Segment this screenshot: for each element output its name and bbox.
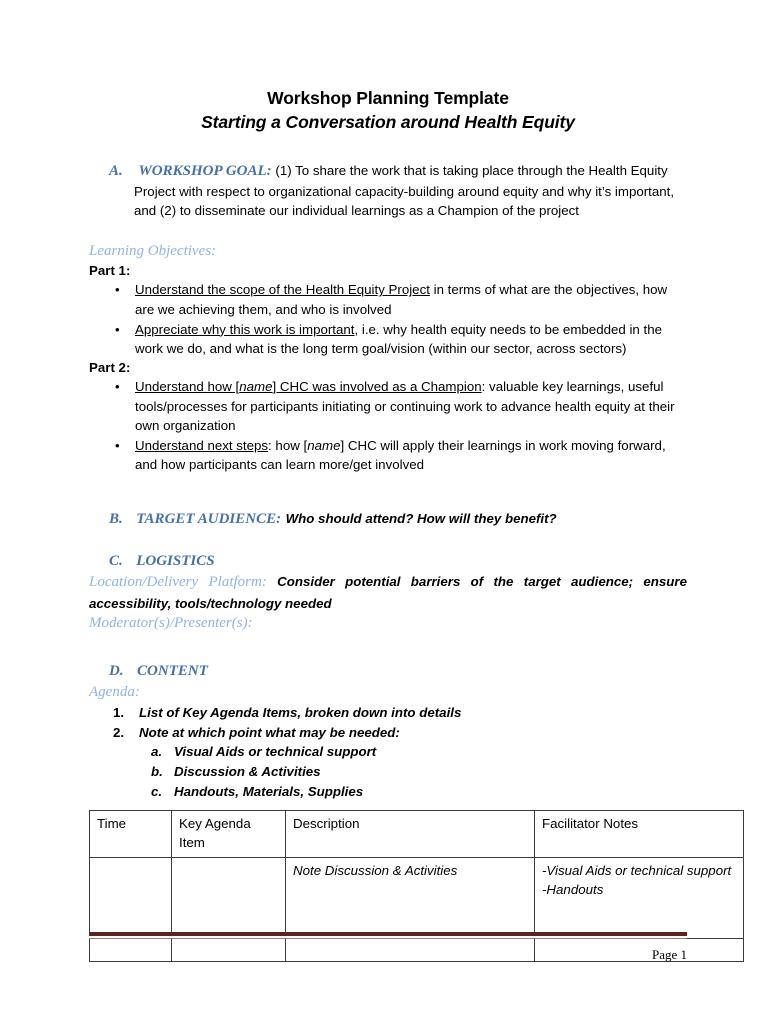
bullet-underlined-text: Understand how [name] CHC was involved as a Champion — [135, 379, 482, 395]
section-a-letter: A. — [109, 162, 123, 179]
section-d — [89, 660, 687, 682]
section-c — [89, 550, 687, 572]
learning-objectives-label: Learning Objectives: — [89, 242, 217, 259]
bullet-underlined-text: Appreciate why this work is important — [135, 321, 355, 337]
list-item — [89, 377, 687, 436]
section-b-heading: TARGET AUDIENCE: — [136, 510, 282, 527]
section-a — [89, 160, 687, 221]
list-item — [89, 742, 687, 762]
page-footer — [89, 932, 687, 963]
location-delivery-platform-body: Consider potential barriers of the target audience; ensure accessibility, tools/technology needed — [89, 574, 687, 611]
list-item — [89, 320, 687, 359]
table-cell-time — [90, 858, 172, 939]
bullet-underlined-text: Understand the scope of the Health Equity Project — [135, 282, 430, 298]
agenda-label: Agenda: — [89, 684, 140, 701]
list-item-number: 2. — [113, 724, 125, 740]
list-item — [89, 723, 687, 743]
list-item-number: 1. — [113, 705, 125, 721]
table-header-row — [90, 811, 744, 858]
section-d-letter: D. — [109, 663, 124, 680]
location-delivery-platform — [89, 572, 687, 613]
table-row — [90, 858, 744, 939]
part-1-label: Part 1: — [89, 262, 131, 278]
section-d-heading: CONTENT — [137, 663, 208, 680]
part-2-label: Part 2: — [89, 359, 131, 375]
list-item — [89, 782, 687, 802]
list-item — [89, 703, 687, 723]
table-header-time: Time — [90, 811, 172, 858]
bullet-rest-text: : valuable key learnings, useful tools/processes for participants initiating or continuing work to advance health equity at their own organization — [135, 379, 675, 434]
table-cell-description: Note Discussion & Activities — [286, 858, 535, 939]
section-a-body: (1) To share the work that is taking place through the Health Equity Project with respect to organizational capacity-building around equity and why it’s important, and (2) to disseminate our individual learnings as a Champion of the project — [134, 162, 675, 219]
table-header-description: Description — [286, 811, 535, 858]
section-c-heading: LOGISTICS — [136, 552, 215, 569]
table-header-key-agenda-item: Key Agenda Item — [172, 811, 286, 858]
list-item-label: Handouts, Materials, Supplies — [174, 783, 364, 799]
section-a-heading: WORKSHOP GOAL: — [138, 162, 272, 179]
table-cell-key-agenda-item — [172, 858, 286, 939]
list-item-number: a. — [151, 744, 163, 760]
footer-rule-thin — [89, 938, 687, 939]
part-1-bullet-list — [89, 280, 687, 358]
bullet-rest-text: : how [name] CHC will apply their learnings in work moving forward, and how participants can learn more/get involved — [135, 437, 666, 473]
bullet-rest-text: , i.e. why health equity needs to be embedded in the work we do, and what is the long term goal/vision (within our sector, across sectors) — [135, 321, 663, 357]
part-2-bullet-list — [89, 377, 687, 475]
page-number: Page 1 — [651, 947, 687, 962]
moderator-presenter-label: Moderator(s)/Presenter(s): — [89, 615, 253, 632]
list-item-label: Visual Aids or technical support — [174, 744, 377, 760]
agenda-sub-list — [89, 742, 687, 801]
bullet-rest-text: in terms of what are the objectives, how are we achieving them, and who is involved — [135, 282, 668, 317]
list-item — [89, 762, 687, 782]
location-delivery-platform-label: Location/Delivery Platform: — [89, 574, 267, 591]
page-subtitle: Starting a Conversation around Health Equity — [201, 111, 575, 132]
section-b-letter: B. — [109, 510, 123, 527]
section-b-body: Who should attend? How will they benefit? — [285, 510, 557, 526]
section-c-letter: C. — [109, 552, 123, 569]
list-item-label: Discussion & Activities — [174, 764, 321, 780]
list-item-number: b. — [151, 764, 163, 780]
document-content — [89, 88, 732, 962]
list-item-number: c. — [151, 783, 163, 799]
list-item-label: Note at which point what may be needed: — [139, 724, 400, 740]
agenda-list — [89, 703, 687, 742]
list-item — [89, 280, 687, 319]
section-b — [89, 508, 687, 530]
list-item-label: List of Key Agenda Items, broken down into details — [139, 705, 462, 721]
table-header-facilitator-notes: Facilitator Notes — [535, 811, 744, 858]
list-item — [89, 436, 687, 475]
page-title: Workshop Planning Template — [267, 88, 509, 108]
bullet-underlined-text: Understand next steps — [135, 437, 269, 453]
facilitator-note-line: -Handouts — [542, 882, 604, 898]
facilitator-note-line: -Visual Aids or technical support — [542, 863, 732, 879]
table-cell-facilitator-notes — [535, 858, 744, 939]
